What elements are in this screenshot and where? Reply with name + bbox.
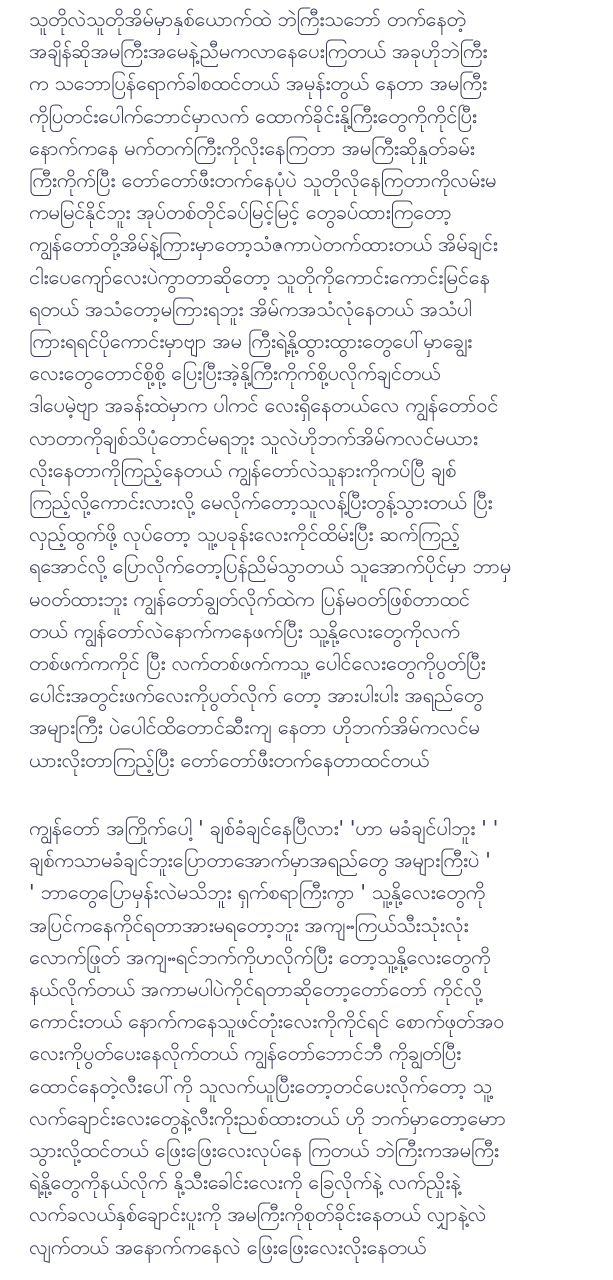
text-line: အချိန်ဆိုအမကြီးအမေနဲ့ညီမကလာနေပေးကြတယ် အခုဟိုဘဲကြီး — [29, 39, 488, 64]
text-line: ချစ်ကသာမခံချင်ဘူးပြောတာအောက်မှာအရည်တွေ အများကြီးပဲ ' — [29, 848, 491, 873]
text-line: လှည့်ထွက်ဖို့ လုပ်တော့ သူ့ပခုန်းလေးကိုင်ထိမ်းပြီး ဆက်ကြည့် — [29, 522, 460, 547]
text-line: လိုးနေတာကိုကြည့်နေတယ် ကျွန်တော်လဲသူနားကိုကပ်ပြီ ချစ် — [29, 457, 457, 482]
text-line: မဝတ်ထားဘူး ကျွန်တော်ချွတ်လိုက်ထဲက ပြန်မဝတ်ဖြစ်တာထင် — [29, 586, 470, 611]
paragraph-2 — [29, 812, 605, 1263]
text-line: နောက်ကနေ မက်တက်ကြီးကိုလိုးနေကြတာ အမကြီးဆိုနှုတ်ခမ်း — [29, 135, 475, 160]
text-line: အပြင်ကနေကိုင်ရတာအားမရတော့ဘူး အကျႌကြယ်သီးသုံးလုံး — [29, 912, 469, 937]
text-line: ကြီးကိုက်ပြီး တော်တော်ဖီးတက်နေပုံပဲ သူတိုလိုနေကြတာကိုလမ်းမ — [29, 168, 497, 193]
text-line: ပေါင်းအတွင်းဖက်လေးကိုပွတ်လိုက် တော့ အားပါးပါး အရည်တွေ — [29, 683, 484, 708]
text-line: လောက်ဖြုတ် အကျႌရင်ဘက်ကိုဟလိုက်ပြီး တော့သူ့နို့လေးတွေကို — [29, 944, 491, 969]
text-line: ကျွန်တော် အကြိုက်ပေါ့ ' ချစ်ခံချင်နေပြီလား' 'ဟာ မခံချင်ပါဘူး ' ' — [29, 816, 499, 840]
text-line: ရတယ် အသံတော့မကြားရဘူး အိမ်ကအသံလုံနေတယ် အသံပါ — [29, 296, 472, 321]
text-line: လာတာကိုချစ်သိပုံတောင်မရဘူး သူလဲဟိုဘက်အိမ်ကလင်မယား — [29, 425, 478, 450]
paragraph-1 — [29, 3, 605, 776]
text-line: ကောင်းတယ် နောက်ကနေသူဖင်တုံးလေးကိုကိုင်ရင် စောက်ဖုတ်အဝ — [29, 1009, 505, 1034]
text-line: လေးတွေတောင်စို့စို့ ပြေးပြီးအဲ့နို့ကြီးကိုက်စို့ပလိုက်ချင်တယ် — [29, 361, 441, 386]
text-line: ငါးပေကျော်လေးပဲကွာတာဆိုတော့ သူတိုကိုကောင်းကောင်းမြင်နေ — [29, 264, 490, 289]
text-line: အများကြီး ပဲပေါင်ထိတောင်ဆီးကျ နေတာ ဟိုဘက်အိမ်ကလင်မ — [29, 715, 480, 740]
text-line: သွားလို့ထင်တယ် ဖြေးဖြေးလေးလုပ်နေ ကြတယ် ဘဲကြီးကအမကြီး — [29, 1138, 499, 1163]
text-line: တယ် ကျွန်တော်လဲနောက်ကနေဖက်ပြီး သူ့နို့လေးတွေကိုလက် — [29, 618, 460, 643]
text-line: ရဲ့နို့တွေကိုနယ်လိုက် နို့သီးခေါင်းလေးကို ခြေလိုက်နဲ့ လက်ညှိုးနဲ့ — [29, 1170, 461, 1195]
text-line: သူတိုလဲသူတိုအိမ်မှာနှစ်ယောက်ထဲ ဘဲကြီးသဘော် တက်နေတဲ့ — [29, 7, 466, 31]
text-line: ထောင်နေတဲ့လီးပေါ်ကို သူလက်ယူပြီးတော့တင်ပေးလိုက်တော့ သူ့ — [29, 1073, 492, 1098]
text-line: က သဘောပြန်ရောက်ခါစထင်တယ် အမုန်းတွယ် နေတာ အမကြီး — [29, 71, 487, 96]
text-line: ' ဘာတွေပြောမှန်းလဲမသိဘူး ရှက်စရာကြီးကွာ ' သူ့နို့လေးတွေကို — [29, 880, 486, 905]
text-line: ယားလိုးတာကြည့်ပြီး တော်တော်ဖီးတက်နေတာထင်တယ် — [29, 747, 429, 772]
text-line: တစ်ဖက်ကကိုင် ပြီး လက်တစ်ဖက်ကသူ့ ပေါင်လေးတွေကိုပွတ်ပြီး — [29, 651, 486, 676]
text-line: ကြားရရင်ပိုကောင်းမှာဗျာ အမ ကြီးရဲ့နို့ထွားထွားတွေပေါ်မှာချွေး — [29, 329, 473, 354]
text-line: လေးကိုပွတ်ပေးနေလိုက်တယ် ကျွန်တော်ဘောင်ဘီ ကိုချွတ်ပြီး — [29, 1041, 462, 1066]
text-line: လျက်တယ် အနောက်ကနေလဲ ဖြေးဖြေးလေးလိုးနေတယ် — [29, 1234, 427, 1259]
text-line: ကိုပြတင်းပေါက်ဘောင်မှာလက် ထောက်ခိုင်းနို့ကြီးတွေကိုကိုင်ပြီး — [29, 103, 477, 128]
text-line: လက်ချောင်းလေးတွေနဲ့လီးကိုးညစ်ထားတယ် ဟို ဘက်မှာတော့မောာ — [29, 1105, 506, 1130]
text-line: နယ်လိုက်တယ် အကာမပါပဲကိုင်ရတာဆိုတော့တော်တော် ကိုင်လို့ — [29, 977, 482, 1002]
text-line: လက်ခလယ်နှစ်ချောင်းပူးကို အမကြီးကိုစုတ်ခိုင်းနေတယ် လျှာနဲ့လဲ — [29, 1202, 487, 1227]
text-line: ကြည့်လို့ကောင်းလားလို့ မေလိုက်တော့သူလန့်ပြီးတွန့်သွားတယ် ပြီး — [29, 490, 493, 515]
text-line: ကျွန်တော်တို့အိမ်နဲ့ကြားမှာတော့သံဇကာပဲတက်ထားတယ် အိမ်ချင်း — [29, 232, 498, 257]
text-line: ဒါပေမဲ့ဗျာ အခန်းထဲမှာက ပါကင် လေးရှိနေတယ်လေ ကျွန်တော်ဝင် — [29, 393, 499, 418]
text-line: ရအောင်လို့ ပြောလိုက်တော့ပြန်ညိမ်သွာတယ် သူအောက်ပိုင်မှာ ဘာမှ — [29, 554, 511, 579]
text-line: ကမမြင်နိုင်ဘူး အုပ်တစ်တိုင်ခပ်မြင့်မြင့် တွေခပ်ထားကြတော့ — [29, 200, 452, 225]
